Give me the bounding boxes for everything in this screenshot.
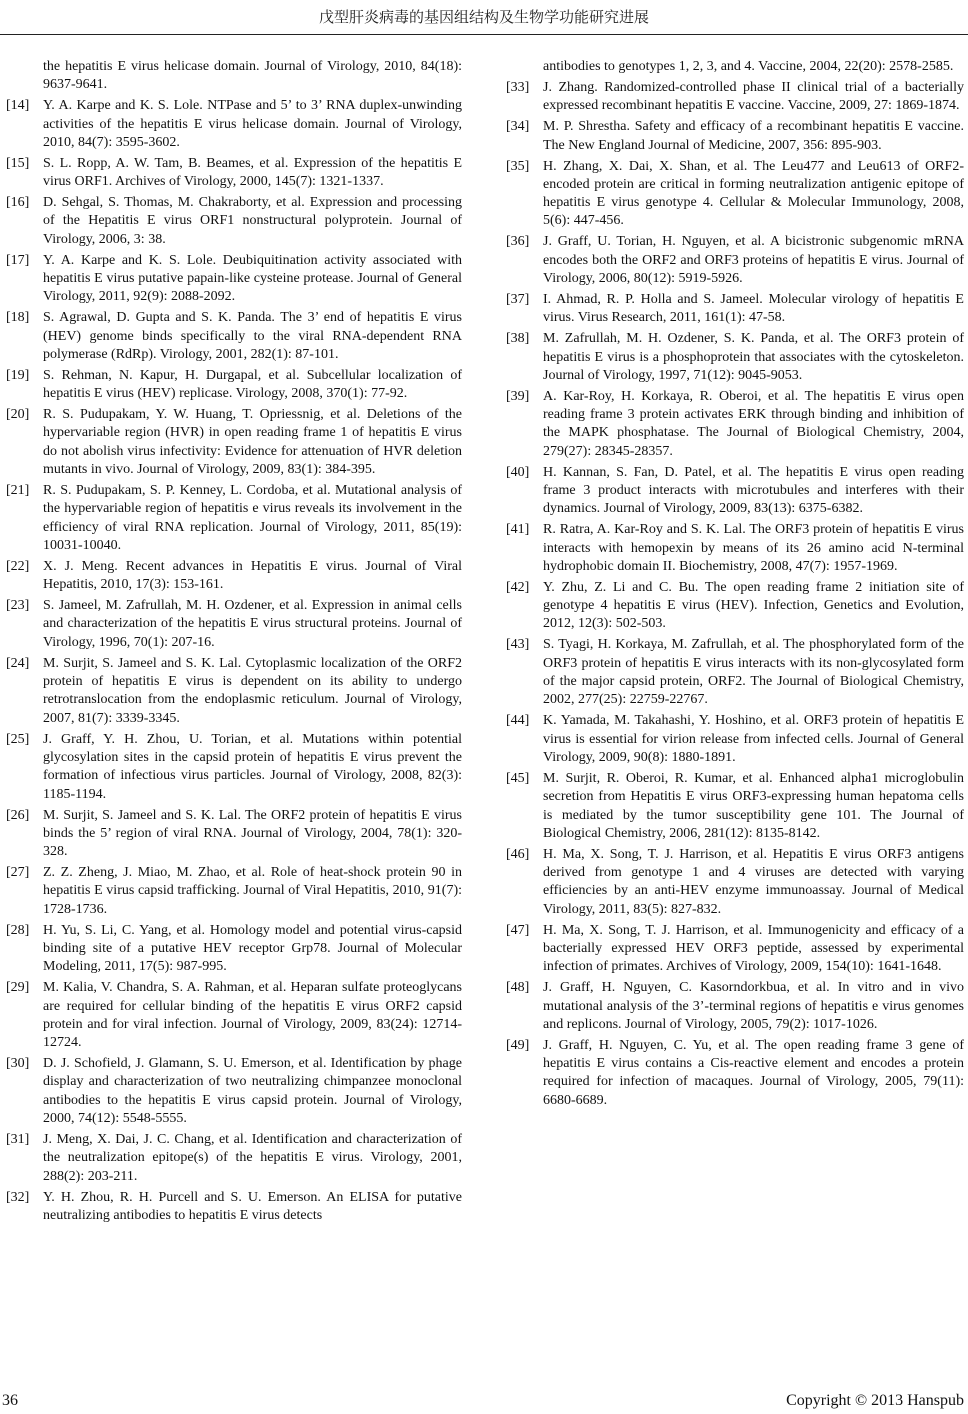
reference-number: [27] (6, 865, 30, 881)
reference-entry (506, 579, 964, 634)
reference-number: [26] (6, 807, 30, 823)
reference-number: [33] (506, 79, 530, 95)
header-rule (0, 34, 968, 35)
page-number: 36 (2, 1392, 18, 1409)
reference-text: M. Surjit, S. Jameel and S. K. Lal. Cytoplasmic localization of the ORF2 protein of hepatitis E virus is dependent on its ability to undergo retrotranslocation from the endoplasmic reticulum. Journal of Virology, 2007, 81(7): 3339-3345. (43, 655, 462, 726)
reference-entry (6, 655, 462, 728)
reference-text: Y. H. Zhou, R. H. Purcell and S. U. Emerson. An ELISA for putative neutralizing antibodies to hepatitis E virus detects (43, 1189, 462, 1223)
reference-text: J. Graff, H. Nguyen, C. Kasorndorkbua, et al. In vitro and in vivo mutational analysis of the 3’-terminal regions of hepatitis e virus genomes and replicons. Journal of Virology, 2005, 79(2): 1017-1026. (543, 980, 964, 1032)
right-column (506, 58, 964, 1113)
reference-text: Y. A. Karpe and K. S. Lole. Deubiquitination activity associated with hepatitis E virus putative papain-like cysteine protease. Journal of General Virology, 2011, 92(9): 2088-2092. (43, 252, 462, 305)
reference-entry (6, 731, 462, 804)
reference-entry (506, 1037, 964, 1110)
reference-entry (506, 158, 964, 231)
reference-text: K. Yamada, M. Takahashi, Y. Hoshino, et al. ORF3 protein of hepatitis E virus is essential for virion release from infected cells. Journal of General Virology, 2009, 90(8): 1880-1891. (543, 713, 964, 765)
reference-number: [18] (6, 310, 30, 326)
reference-entry (6, 252, 462, 307)
reference-text: J. Graff, U. Torian, H. Nguyen, et al. A bicistronic subgenomic mRNA encodes both the ORF2 and ORF3 proteins of hepatitis E virus. Journal of Virology, 2006, 80(12): 5919-5926. (543, 234, 964, 287)
reference-entry (6, 558, 462, 595)
reference-text: Y. A. Karpe and K. S. Lole. NTPase and 5’ to 3’ RNA duplex-unwinding activities of the hepatitis E virus helicase domain. Journal of Virology, 2010, 84(7): 3595-3602. (43, 98, 462, 150)
reference-text: M. Surjit, R. Oberoi, R. Kumar, et al. Enhanced alpha1 microglobulin secretion from Hepatitis E virus ORF3-expressing human hepatoma cells is mediated by the tumor susceptibility gene 101. The Journal of Biological Chemistry, 2006, 281(12): 8135-8142. (543, 770, 964, 841)
reference-text: S. Jameel, M. Zafrullah, M. H. Ozdener, et al. Expression in animal cells and characterization of the hepatitis E virus structural proteins. Journal of Virology, 1996, 70(1): 207-16. (43, 598, 462, 650)
reference-number: [15] (6, 155, 30, 171)
reference-number: [14] (6, 98, 30, 114)
reference-text: R. S. Pudupakam, S. P. Kenney, L. Cordoba, et al. Mutational analysis of the hypervariable region of hepatitis e virus reveals its involvement in the efficiency of viral RNA replication. Journal of Virology, 2011, 85(19): 10031-10040. (43, 483, 462, 553)
reference-entry (506, 464, 964, 519)
reference-text: R. S. Pudupakam, Y. W. Huang, T. Opriessnig, et al. Deletions of the hypervariable region (HVR) in open reading frame 1 of hepatitis E virus do not abolish virus infectivity: Evidence for attenuation of HVR deletion mutants in vivo. Journal of Virology, 2009, 83(1): 384-395. (43, 407, 462, 478)
reference-entry (506, 636, 964, 709)
reference-text: H. Zhang, X. Dai, X. Shan, et al. The Leu477 and Leu613 of ORF2-encoded protein are critical in forming neutralization antigenic epitope of hepatitis E virus genotype 4. Cellular & Molecular Immunology, 2008, 5(6): 447-456. (543, 158, 964, 229)
reference-number: [46] (506, 846, 530, 862)
reference-number: [20] (6, 407, 30, 423)
reference-entry (6, 1055, 462, 1128)
reference-list (6, 97, 462, 1225)
reference-number: [49] (506, 1037, 530, 1053)
reference-number: [21] (6, 483, 30, 499)
reference-list (506, 79, 964, 1110)
reference-number: [16] (6, 195, 30, 211)
reference-entry (6, 194, 462, 249)
reference-text: S. Tyagi, H. Korkaya, M. Zafrullah, et al. The phosphorylated form of the ORF3 protein of hepatitis E virus interacts with its non-glycosylated form of the major capsid protein, ORF2. The Journal of Biological Chemistry, 2002, 277(25): 22759-22767. (543, 637, 964, 708)
reference-text: D. Sehgal, S. Thomas, M. Chakraborty, et al. Expression and processing of the Hepatitis E virus ORF1 nonstructural polyprotein. Journal of Virology, 2006, 3: 38. (43, 195, 462, 247)
reference-entry (6, 1131, 462, 1186)
reference-entry (506, 330, 964, 385)
reference-number: [17] (6, 252, 30, 268)
reference-entry (6, 406, 462, 479)
reference-entry (6, 807, 462, 862)
reference-number: [43] (506, 637, 530, 653)
reference-text: Z. Z. Zheng, J. Miao, M. Zhao, et al. Role of heat-shock protein 90 in hepatitis E virus capsid trafficking. Journal of Viral Hepatitis, 2010, 91(7): 1728-1736. (43, 865, 462, 917)
reference-text: I. Ahmad, R. P. Holla and S. Jameel. Molecular virology of hepatitis E virus. Virus Research, 2011, 161(1): 47-58. (543, 292, 964, 326)
reference-number: [45] (506, 770, 530, 786)
reference-number: [23] (6, 598, 30, 614)
running-header: 戊型肝炎病毒的基因组结构及生物学功能研究进展 (318, 8, 649, 26)
reference-entry (6, 97, 462, 152)
reference-number: [47] (506, 922, 530, 938)
reference-number: [38] (506, 331, 530, 347)
reference-number: [42] (506, 579, 530, 595)
reference-text: J. Graff, H. Nguyen, C. Yu, et al. The open reading frame 3 gene of hepatitis E virus contains a Cis-reactive element and encodes a protein required for infection of macaques. Journal of Virology, 2005, 79(11): 6680-6689. (543, 1037, 964, 1108)
reference-text: S. L. Ropp, A. W. Tam, B. Beames, et al. Expression of the hepatitis E virus ORF1. Archives of Virology, 2000, 145(7): 1321-1337. (43, 155, 462, 190)
reference-number: [40] (506, 464, 530, 480)
reference-number: [30] (6, 1056, 30, 1072)
reference-text: S. Rehman, N. Kapur, H. Durgapal, et al. Subcellular localization of hepatitis E virus (HEV) replicase. Virology, 2008, 370(1): 77-92. (43, 367, 462, 402)
reference-number: [31] (6, 1132, 30, 1147)
reference-entry (506, 233, 964, 288)
reference-number: [44] (506, 713, 530, 729)
reference-entry (6, 922, 462, 977)
reference-number: [29] (6, 980, 30, 996)
copyright-notice: Copyright © 2013 Hanspub (786, 1392, 964, 1409)
reference-text: A. Kar-Roy, H. Korkaya, R. Oberoi, et al. The hepatitis E virus open reading frame 3 protein activates ERK through binding and inhibition of the MAPK phosphatase. The Journal of Biological Chemistry, 2004, 279(27): 28345-28357. (543, 388, 964, 459)
reference-text: J. Meng, X. Dai, J. C. Chang, et al. Identification and characterization of the neutralization epitope(s) of the hepatitis E virus. Virology, 2001, 288(2): 203-211. (43, 1132, 462, 1184)
reference-entry (6, 864, 462, 919)
reference-text: S. Agrawal, D. Gupta and S. K. Panda. The 3’ end of hepatitis E virus (HEV) genome binds specifically to the viral RNA-dependent RNA polymerase (RdRp). Virology, 2001, 282(1): 87-101. (43, 310, 462, 362)
reference-number: [37] (506, 292, 530, 307)
reference-text: H. Kannan, S. Fan, D. Patel, et al. The hepatitis E virus open reading frame 3 product interacts with microtubules and interferes with their dynamics. Journal of Virology, 2009, 83(13): 6375-6382. (543, 464, 964, 517)
reference-entry (6, 1189, 462, 1226)
reference-number: [41] (506, 522, 530, 538)
reference-number: [22] (6, 558, 30, 574)
reference-text: M. Surjit, S. Jameel and S. K. Lal. The ORF2 protein of hepatitis E virus binds the 5’ region of viral RNA. Journal of Virology, 2004, 78(1): 320-328. (43, 807, 462, 860)
reference-number: [19] (6, 367, 30, 383)
reference-text: the hepatitis E virus helicase domain. Journal of Virology, 2010, 84(18): 9637-9641. (43, 59, 462, 93)
reference-number: [39] (506, 388, 530, 404)
reference-number: [24] (6, 655, 30, 671)
reference-text: H. Ma, X. Song, T. J. Harrison, et al. Hepatitis E virus ORF3 antigens derived from genotype 1 and 4 viruses are detected with varying efficiencies by an anti-HEV enzyme immunoassay. Journal of Medical Virology, 2011, 83(5): 827-832. (543, 846, 964, 917)
reference-entry (506, 979, 964, 1034)
reference-text: antibodies to genotypes 1, 2, 3, and 4. Vaccine, 2004, 22(20): 2578-2585. (543, 59, 954, 74)
reference-text: M. Kalia, V. Chandra, S. A. Rahman, et al. Heparan sulfate proteoglycans are required for cellular binding of the hepatitis E virus ORF2 capsid protein and for viral infection. Journal of Virology, 2009, 83(24): 12714-12724. (43, 980, 462, 1051)
continued-reference (6, 58, 462, 95)
reference-entry (6, 597, 462, 652)
reference-text: J. Graff, Y. H. Zhou, U. Torian, et al. Mutations within potential glycosylation sites in the capsid protein of hepatitis E virus prevent the formation of infectious virus particles. Journal of Virology, 2008, 82(3): 1185-1194. (43, 731, 462, 802)
reference-entry (506, 521, 964, 576)
reference-text: J. Zhang. Randomized-controlled phase II clinical trial of a bacterially expressed recombinant hepatitis E vaccine. Vaccine, 2009, 27: 1869-1874. (543, 79, 964, 114)
reference-number: [25] (6, 731, 30, 747)
reference-number: [28] (6, 922, 30, 938)
reference-number: [36] (506, 234, 530, 250)
reference-entry (506, 291, 964, 328)
reference-entry (506, 770, 964, 843)
reference-entry (6, 155, 462, 192)
reference-entry (506, 79, 964, 116)
left-column (6, 58, 462, 1228)
reference-text: R. Ratra, A. Kar-Roy and S. K. Lal. The ORF3 protein of hepatitis E virus interacts with hemopexin by means of its 26 amino acid N-terminal hydrophobic domain II. Biochemistry, 2008, 47(7): 1957-1969. (543, 522, 964, 574)
reference-text: M. P. Shrestha. Safety and efficacy of a recombinant hepatitis E vaccine. The New England Journal of Medicine, 2007, 356: 895-903. (543, 119, 964, 153)
reference-entry (506, 846, 964, 919)
reference-entry (506, 388, 964, 461)
reference-text: H. Ma, X. Song, T. J. Harrison, et al. Immunogenicity and efficacy of a bacterially expressed HEV ORF3 peptide, assessed by experimental infection of primates. Archives of Virology, 2009, 154(10): 1641-1648. (543, 922, 964, 975)
reference-number: [32] (6, 1189, 30, 1205)
reference-text: X. J. Meng. Recent advances in Hepatitis E virus. Journal of Viral Hepatitis, 2010, 17(3): 153-161. (43, 558, 462, 593)
reference-entry (506, 712, 964, 767)
reference-text: M. Zafrullah, M. H. Ozdener, S. K. Panda, et al. The ORF3 protein of hepatitis E virus is a phosphoprotein that associates with the cytoskeleton. Journal of Virology, 1997, 71(12): 9045-9053. (543, 331, 964, 383)
reference-text: H. Yu, S. Li, C. Yang, et al. Homology model and potential virus-capsid binding site of a putative HEV receptor Grp78. Journal of Molecular Modeling, 2011, 17(5): 987-995. (43, 922, 462, 975)
reference-entry (6, 309, 462, 364)
reference-entry (6, 367, 462, 404)
reference-number: [35] (506, 158, 530, 174)
reference-entry (6, 482, 462, 555)
reference-entry (506, 118, 964, 155)
reference-entry (506, 922, 964, 977)
reference-number: [48] (506, 980, 530, 996)
continued-reference (506, 58, 964, 76)
reference-text: Y. Zhu, Z. Li and C. Bu. The open reading frame 2 initiation site of genotype 4 hepatitis E virus (HEV). Infection, Genetics and Evolution, 2012, 12(3): 502-503. (543, 579, 964, 632)
reference-number: [34] (506, 119, 530, 135)
reference-entry (6, 979, 462, 1052)
reference-text: D. J. Schofield, J. Glamann, S. U. Emerson, et al. Identification by phage display and characterization of two neutralizing chimpanzee monoclonal antibodies to the hepatitis E virus capsid protein. Journal of Virology, 2000, 74(12): 5548-5555. (43, 1056, 462, 1127)
